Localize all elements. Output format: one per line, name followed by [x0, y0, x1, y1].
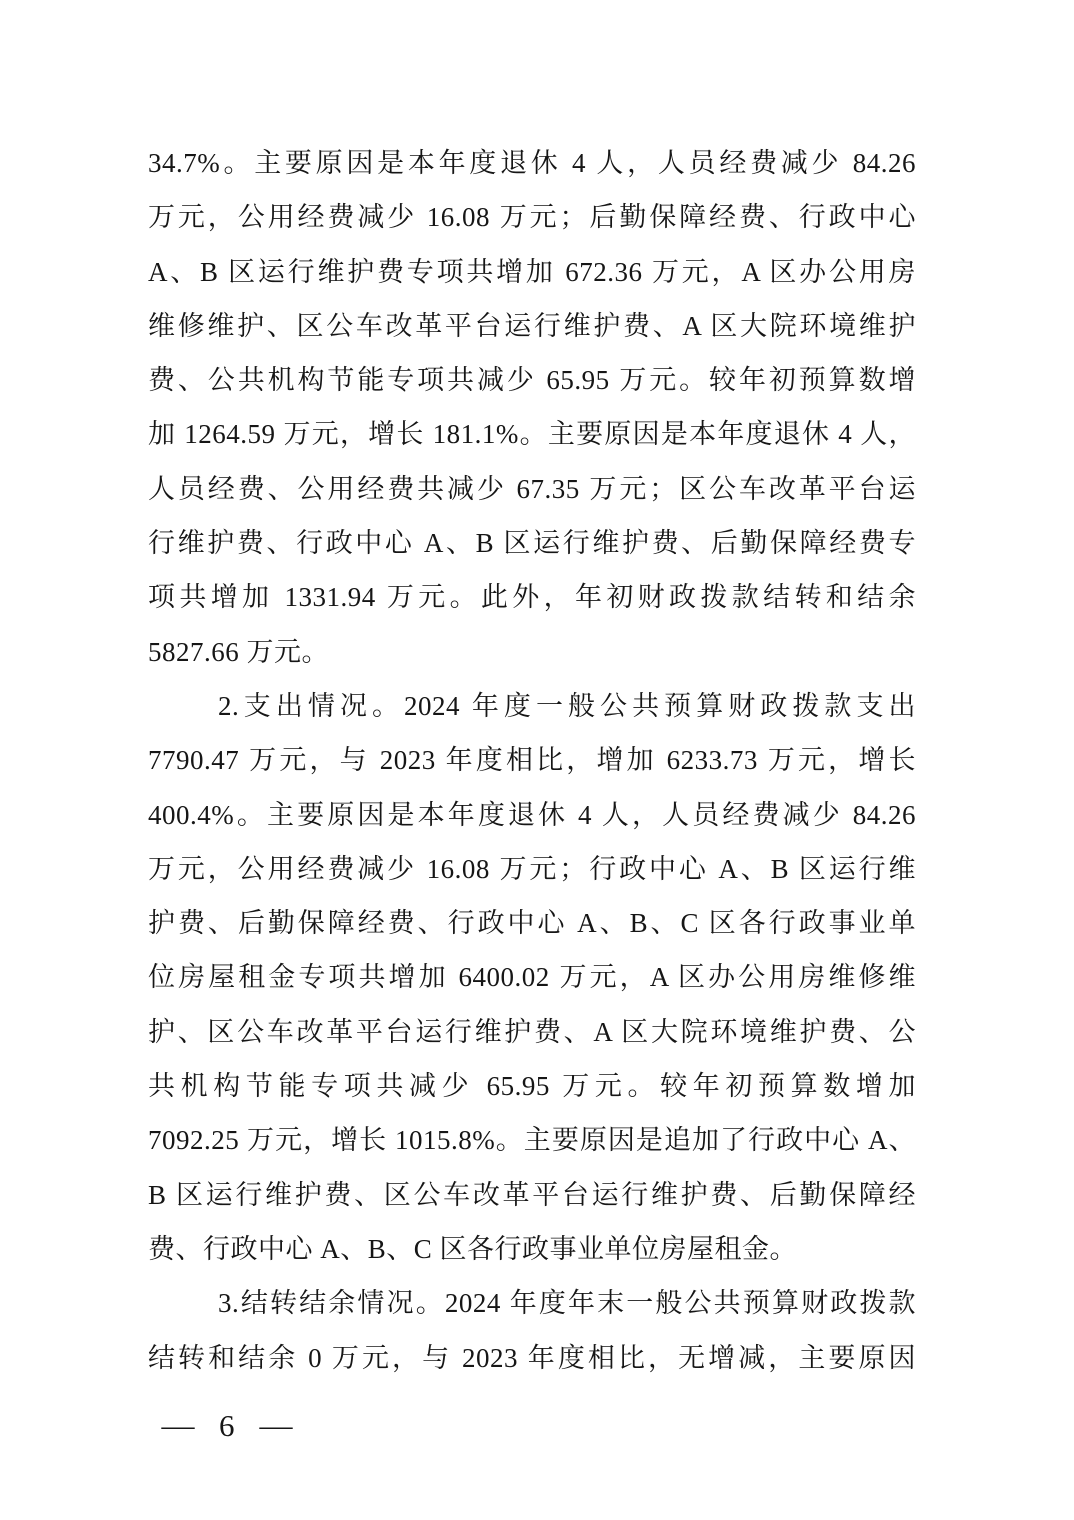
text-line: B 区运行维护费、区公车改革平台运行维护费、后勤保障经: [148, 1179, 916, 1210]
text-line: 万元，公用经费减少 16.08 万元；后勤保障经费、行政中心: [148, 202, 916, 233]
text-line: 护费、后勤保障经费、行政中心 A、B、C 区各行政事业单: [148, 908, 916, 939]
text-line: 行维护费、行政中心 A、B 区运行维护费、后勤保障经费专: [148, 528, 916, 559]
text-line: 共机构节能专项共减少 65.95 万元。较年初预算数增加: [148, 1071, 916, 1102]
text-line: 维修维护、区公车改革平台运行维护费、A 区大院环境维护: [148, 310, 916, 341]
text-line: 7790.47 万元，与 2023 年度相比，增加 6233.73 万元，增长: [148, 745, 916, 776]
text-line: 加 1264.59 万元，增长 181.1%。主要原因是本年度退休 4 人，: [148, 419, 916, 450]
text-line: A、B 区运行维护费专项共增加 672.36 万元，A 区办公用房: [148, 256, 916, 287]
text-line-paragraph-end: 5827.66 万元。: [148, 636, 329, 667]
text-line: 护、区公车改革平台运行维护费、A 区大院环境维护费、公: [148, 1016, 916, 1047]
text-line-paragraph-start: 2.支出情况。2024 年度一般公共预算财政拨款支出: [218, 690, 916, 721]
text-line: 费、公共机构节能专项共减少 65.95 万元。较年初预算数增: [148, 365, 916, 396]
footer-left-dash: —: [161, 1409, 195, 1442]
text-line: 结转和结余 0 万元，与 2023 年度相比，无增减，主要原因: [148, 1342, 916, 1373]
text-line-paragraph-end: 费、行政中心 A、B、C 区各行政事业单位房屋租金。: [148, 1233, 798, 1264]
text-line: 万元，公用经费减少 16.08 万元；行政中心 A、B 区运行维: [148, 853, 916, 884]
text-line: 7092.25 万元，增长 1015.8%。主要原因是追加了行政中心 A、: [148, 1125, 916, 1156]
page-footer: [163, 1404, 291, 1448]
text-line: 400.4%。主要原因是本年度退休 4 人，人员经费减少 84.26: [148, 799, 916, 830]
footer-right-dash: —: [259, 1409, 292, 1442]
text-line: 项共增加 1331.94 万元。此外，年初财政拨款结转和结余: [148, 582, 916, 613]
text-line-paragraph-start: 3.结转结余情况。2024 年度年末一般公共预算财政拨款: [218, 1288, 916, 1319]
text-line: 34.7%。主要原因是本年度退休 4 人，人员经费减少 84.26: [148, 148, 916, 178]
text-line: 位房屋租金专项共增加 6400.02 万元，A 区办公用房维修维: [148, 962, 916, 993]
document-text-block: [148, 136, 916, 1385]
text-line: 人员经费、公用经费共减少 67.35 万元；区公车改革平台运: [148, 473, 916, 504]
page-number: 6: [219, 1408, 235, 1443]
